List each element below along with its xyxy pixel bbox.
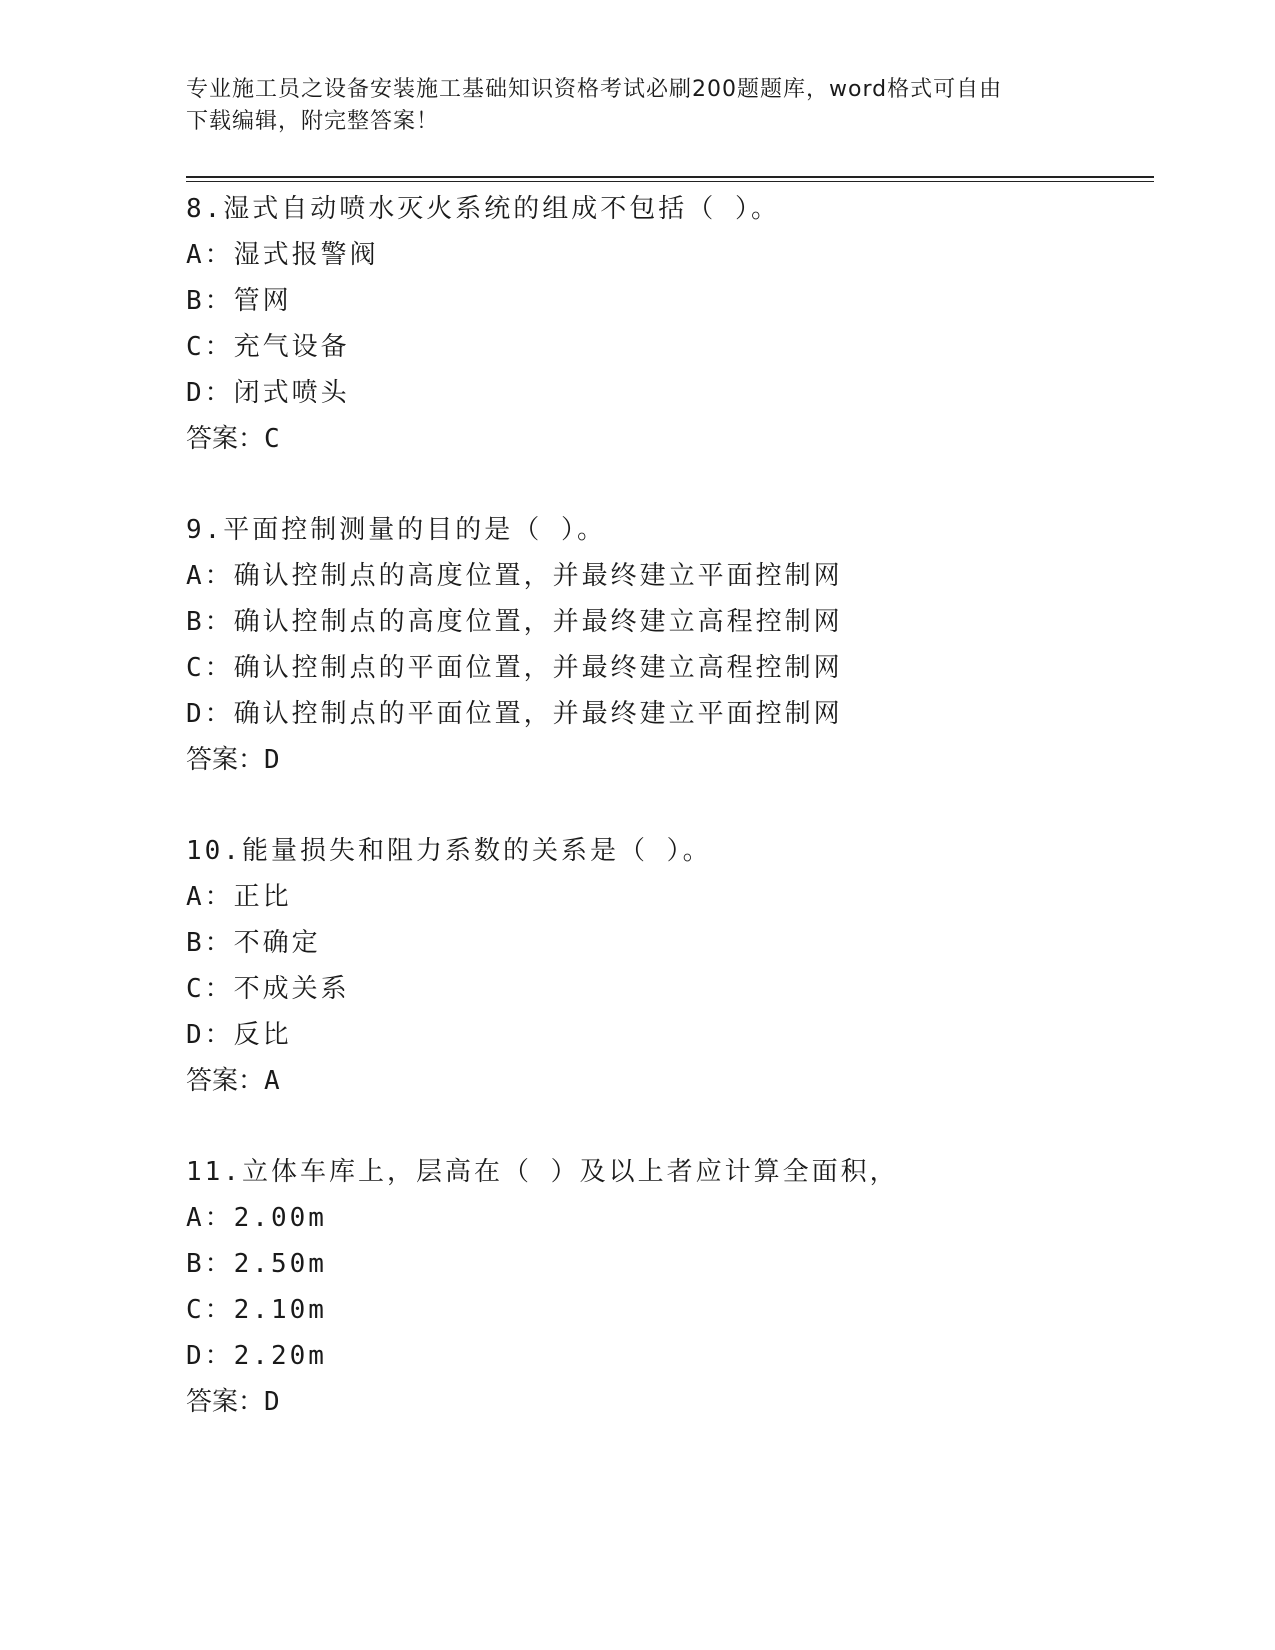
question-title: 10.能量损失和阻力系数的关系是（ ）。 bbox=[186, 836, 712, 866]
option-d: D：确认控制点的平面位置，并最终建立平面控制网 bbox=[186, 699, 843, 729]
header-divider-thick bbox=[186, 176, 1154, 178]
question-title: 8.湿式自动喷水灭火系统的组成不包括（ ）。 bbox=[186, 194, 780, 224]
header-line-2: 下载编辑，附完整答案！ bbox=[186, 109, 440, 134]
answer bbox=[186, 737, 1146, 783]
option-c: C：2.10m bbox=[186, 1295, 327, 1325]
option-b: B：确认控制点的高度位置，并最终建立高程控制网 bbox=[186, 607, 843, 637]
answer bbox=[186, 416, 1146, 462]
question-title: 11.立体车库上，层高在（ ）及以上者应计算全面积， bbox=[186, 1157, 899, 1187]
answer-value: D bbox=[264, 745, 280, 775]
question-8 bbox=[186, 186, 1146, 462]
answer-label: 答案： bbox=[186, 745, 265, 775]
header-divider-thin bbox=[186, 181, 1154, 182]
question-10 bbox=[186, 828, 1146, 1104]
answer-value: D bbox=[264, 1387, 280, 1417]
answer bbox=[186, 1058, 1146, 1104]
answer-value: A bbox=[264, 1066, 280, 1096]
question-list bbox=[186, 186, 1146, 1425]
option-a: A：湿式报警阀 bbox=[186, 240, 379, 270]
answer-label: 答案： bbox=[186, 424, 265, 454]
option-a: A：确认控制点的高度位置，并最终建立平面控制网 bbox=[186, 561, 843, 591]
option-c: C：充气设备 bbox=[186, 332, 350, 362]
option-b: B：2.50m bbox=[186, 1249, 327, 1279]
option-a: A：正比 bbox=[186, 882, 292, 912]
answer-value: C bbox=[264, 424, 280, 454]
option-a: A：2.00m bbox=[186, 1203, 327, 1233]
option-c: C：确认控制点的平面位置，并最终建立高程控制网 bbox=[186, 653, 843, 683]
option-b: B：不确定 bbox=[186, 928, 321, 958]
page-header bbox=[186, 74, 1066, 138]
question-title: 9.平面控制测量的目的是（ ）。 bbox=[186, 515, 606, 545]
option-d: D：反比 bbox=[186, 1020, 292, 1050]
option-d: D：2.20m bbox=[186, 1341, 327, 1371]
option-d: D：闭式喷头 bbox=[186, 378, 350, 408]
answer-label: 答案： bbox=[186, 1387, 265, 1417]
question-9 bbox=[186, 507, 1146, 783]
question-11 bbox=[186, 1149, 1146, 1425]
option-c: C：不成关系 bbox=[186, 974, 350, 1004]
option-b: B：管网 bbox=[186, 286, 292, 316]
answer bbox=[186, 1379, 1146, 1425]
header-line-1: 专业施工员之设备安装施工基础知识资格考试必刷200题题库，word格式可自由 bbox=[186, 77, 1003, 102]
answer-label: 答案： bbox=[186, 1066, 265, 1096]
